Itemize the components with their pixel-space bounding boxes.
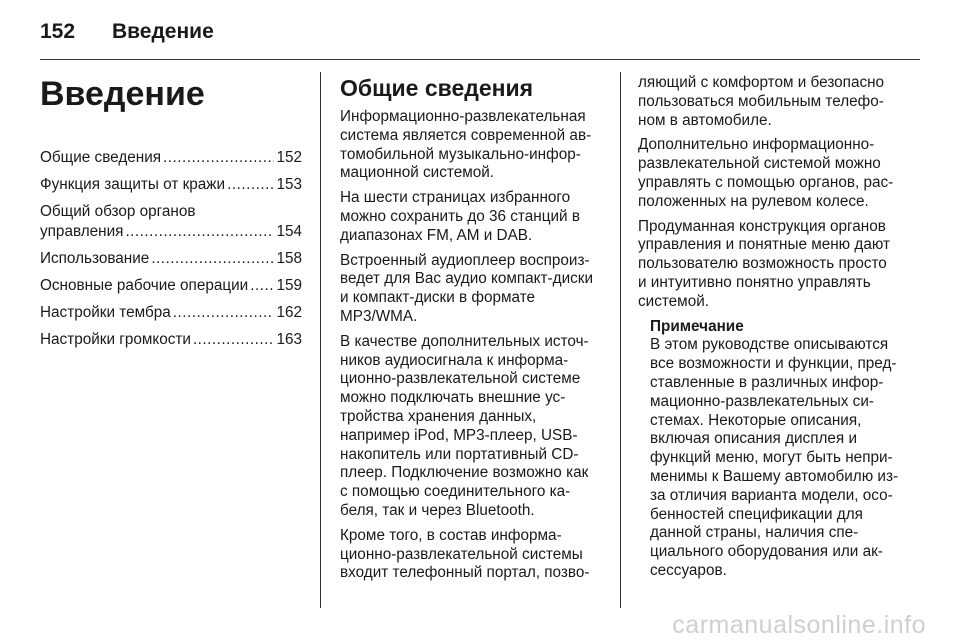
- column-2-body: [638, 74, 904, 312]
- text-line: система является современной ав-: [340, 126, 592, 144]
- text-line: можно сохранить до 36 станций в: [340, 207, 580, 225]
- toc-label: Настройки громкости: [40, 331, 191, 348]
- toc-entry[interactable]: [40, 249, 302, 269]
- text-line: Встроенный аудиоплеер воспроиз-: [340, 251, 590, 269]
- text-line: мационной системой.: [340, 164, 495, 182]
- paragraph: [340, 333, 606, 521]
- section-title: Общие сведения: [340, 75, 534, 101]
- text-line: системой.: [638, 292, 710, 310]
- text-line: и компакт-диски в формате: [340, 289, 536, 307]
- text-line: беля, так и через Bluetooth.: [340, 501, 535, 519]
- note-body: [650, 336, 904, 580]
- toc-entry[interactable]: [40, 148, 302, 168]
- toc-page-number: 163: [276, 331, 302, 348]
- paragraph: [340, 252, 606, 327]
- toc-label: Общий обзор органов: [40, 203, 196, 220]
- column-divider-1: [320, 72, 321, 608]
- text-line: ционно-развлекательной системы: [340, 545, 583, 563]
- text-line: На шести страницах избранного: [340, 189, 571, 207]
- toc-page-number: 159: [276, 277, 302, 294]
- text-line: Кроме того, в состав информа-: [340, 526, 562, 544]
- text-line: можно подключать внешние ус-: [340, 389, 566, 407]
- text-line: менимы к Вашему автомобилю из-: [650, 467, 899, 485]
- text-line: за отличия варианта модели, осо-: [650, 486, 893, 504]
- text-line: В качестве дополнительных источ-: [340, 332, 589, 350]
- page-header: [40, 20, 214, 50]
- text-line: положенных на рулевом колесе.: [638, 192, 869, 210]
- paragraph: [340, 189, 606, 245]
- toc-entry[interactable]: [40, 276, 302, 296]
- text-line: Дополнительно информационно-: [638, 136, 875, 154]
- text-line: ведет для Вас аудио компакт-диски: [340, 270, 594, 288]
- paragraph: [638, 74, 904, 130]
- toc-leader-dots: [250, 276, 274, 296]
- text-line: ционно-развлекательной системе: [340, 370, 581, 388]
- header-rule: [40, 59, 920, 60]
- toc-label: Основные рабочие операции: [40, 277, 249, 294]
- text-line: все возможности и функции, пред-: [650, 355, 897, 373]
- text-line: В этом руководстве описываются: [650, 336, 889, 354]
- text-line: и интуитивно понятно управлять: [638, 273, 871, 291]
- toc-page-number: 154: [276, 223, 302, 240]
- toc-label: Использование: [40, 250, 150, 267]
- text-line: данной страны, наличия спе-: [650, 524, 859, 542]
- toc-leader-dots: [227, 175, 274, 195]
- toc-label: Общие сведения: [40, 149, 162, 166]
- paragraph: [340, 527, 606, 583]
- toc-leader-dots: [125, 222, 274, 242]
- toc-page-number: 162: [276, 304, 302, 321]
- text-line: ном в автомобиле.: [638, 111, 772, 129]
- chapter-title: Введение: [40, 75, 205, 113]
- text-line: томобильной музыкально-инфор-: [340, 145, 581, 163]
- toc-leader-dots: [193, 330, 275, 350]
- text-line: Продуманная конструкция органов: [638, 217, 886, 235]
- text-line: плеер. Подключение возможно как: [340, 464, 589, 482]
- note-title: Примечание: [650, 317, 744, 335]
- toc-entry[interactable]: [40, 303, 302, 323]
- note-block: [638, 318, 904, 581]
- paragraph: [638, 218, 904, 312]
- text-line: управлять с помощью органов, рас-: [638, 173, 894, 191]
- toc-label: Функция защиты от кражи: [40, 176, 226, 193]
- page-number: 152: [40, 20, 76, 43]
- text-line: накопитель или портативный CD-: [340, 445, 579, 463]
- text-line: мационно-развлекательных си-: [650, 392, 874, 410]
- column-divider-2: [620, 72, 621, 608]
- text-line: ставленные в различных инфор-: [650, 373, 884, 391]
- paragraph: [340, 108, 606, 183]
- running-title: Введение: [112, 20, 214, 43]
- toc-column: [40, 74, 302, 357]
- toc-entry[interactable]: [40, 202, 302, 242]
- text-line: ников аудиосигнала к информа-: [340, 351, 569, 369]
- text-line: например iPod, MP3-плеер, USB-: [340, 426, 578, 444]
- text-line: входит телефонный портал, позво-: [340, 564, 590, 582]
- text-line: Информационно-развлекательная: [340, 108, 586, 125]
- toc-entry[interactable]: [40, 175, 302, 195]
- text-line: управления и понятные меню дают: [638, 236, 890, 254]
- watermark: carmanualsonline.info: [672, 611, 926, 639]
- text-line: тройства хранения данных,: [340, 407, 537, 425]
- toc-entry[interactable]: [40, 330, 302, 350]
- text-line: сессуаров.: [650, 561, 727, 579]
- text-column-1: [340, 74, 606, 589]
- text-line: стемах. Некоторые описания,: [650, 411, 862, 429]
- toc-label: Настройки тембра: [40, 304, 171, 321]
- text-line: с помощью соединительного ка-: [340, 483, 571, 501]
- column-1-body: [340, 108, 606, 583]
- toc-leader-dots: [163, 148, 274, 168]
- toc-leader-dots: [173, 303, 275, 323]
- toc-page-number: 153: [276, 176, 302, 193]
- toc-page-number: 152: [276, 149, 302, 166]
- toc-label: управления: [40, 223, 124, 240]
- text-line: пользователю возможность просто: [638, 255, 887, 273]
- paragraph: [638, 136, 904, 211]
- text-line: ляющий с комфортом и безопасно: [638, 74, 885, 91]
- toc-leader-dots: [151, 249, 274, 269]
- text-line: диапазонах FM, AM и DAB.: [340, 226, 533, 244]
- text-line: циального оборудования или ак-: [650, 543, 883, 561]
- text-line: функций меню, могут быть непри-: [650, 449, 893, 467]
- text-column-2: [638, 74, 904, 581]
- text-line: развлекательной системой можно: [638, 155, 881, 173]
- text-line: включая описания дисплея и: [650, 430, 857, 448]
- text-line: MP3/WMA.: [340, 307, 418, 325]
- toc-page-number: 158: [276, 250, 302, 267]
- text-line: бенностей спецификации для: [650, 505, 863, 523]
- text-line: пользоваться мобильным телефо-: [638, 92, 884, 110]
- table-of-contents: [40, 148, 302, 350]
